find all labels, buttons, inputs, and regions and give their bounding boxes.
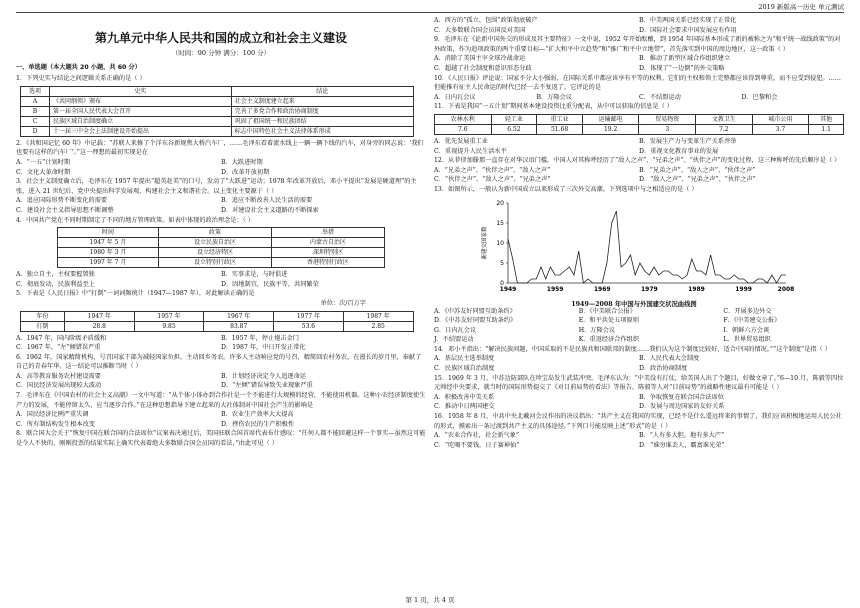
table-cell: 7.6	[435, 124, 492, 134]
table-cell: 标志中国特色社会主义法律体系形成	[231, 126, 413, 136]
table-cell: 《共同纲领》颁布	[50, 96, 232, 106]
table-cell: 设立特别行政区	[159, 258, 272, 268]
paper-subtitle: （时间：90 分钟 满分：100 分）	[171, 49, 271, 57]
option: A．《中苏友好同盟互助条约》	[434, 307, 516, 315]
option-group	[16, 334, 426, 353]
table-row	[58, 238, 385, 248]
table-header: 时间	[58, 228, 159, 238]
option: C．“吃喝不要钱，日子赛神仙”	[434, 441, 520, 449]
table-header: 农林水利	[435, 114, 492, 124]
table-header: 贸易物资	[639, 114, 696, 124]
option-group	[434, 431, 844, 450]
option-group	[434, 393, 844, 412]
option: D．巴黎和会	[741, 93, 778, 101]
option: B．1957 年，停止炮击金门	[221, 334, 299, 342]
option: A．高等教育服务农村建设需要	[16, 372, 101, 380]
option: D．《中苏友好同盟互助条约》	[434, 317, 517, 325]
option: A．“一五”计划时期	[16, 158, 71, 166]
option: D．对建设社会主义道路的不断探索	[221, 206, 319, 214]
table-header: 1957 年	[134, 311, 204, 321]
table-header: 1977 年	[274, 311, 344, 321]
question-stem: 1．下列史实与结论之间逻辑关系正确的是（ ）	[16, 75, 146, 83]
option-group	[434, 307, 844, 345]
option: D．“敌人之声”、“兄弟之声”、“伙伴之声”	[639, 176, 756, 184]
table-cell: 7.2	[696, 124, 753, 134]
option-group	[16, 410, 426, 429]
table-header: 1947 年	[64, 311, 134, 321]
y-tick-label: 15	[496, 219, 504, 227]
table-header: 运输邮电	[582, 114, 639, 124]
option: B．中美两国关系已经实现了正常化	[639, 17, 737, 24]
table-cell: 深圳特别区	[271, 248, 384, 258]
table-cell: 民族区域自治制度确立	[50, 116, 232, 126]
table-header: 史实	[50, 86, 232, 96]
question-stem: 7．毛泽东在《中国农村的社会主义高潮》一文中写道：“从个体小体办到合作社是一个不能进行大规模的经营，不能使用机器。这种小农经济制度使生产力的发展，不能停留太久，应当逐步合作。”在这种思想指导下建立起来的大社体制对中国社会产生的影响是	[16, 392, 426, 409]
table-row	[58, 258, 385, 268]
table-header: 文教卫生	[696, 114, 753, 124]
option: K．重返经济合作组织	[578, 336, 640, 344]
option: A．消除了美国主宰全球冷战命运	[434, 55, 526, 63]
option: C．开展多边外交	[723, 307, 772, 315]
table-cell: 打倒	[21, 321, 65, 331]
option: D．因地制宜，民族平等，共同繁荣	[221, 280, 319, 288]
x-tick-label: 1999	[735, 285, 752, 293]
question-stem: 10．《人民日报》评论说：国家不分大小强弱，在国际关系中都应该享有平等的权利。它们的主权和领土完整都应该得到尊重，而不应受到侵犯。……但能推有征主人民命运的时代已经一去不复返了。它评论的是	[434, 74, 841, 92]
option: J．不结盟运动	[434, 336, 474, 344]
option: A．积极改善中美关系	[434, 393, 495, 401]
x-tick-label: 1979	[641, 285, 658, 293]
line-chart	[474, 197, 794, 309]
table-cell: 第一届全国人民代表大会召开	[50, 106, 232, 116]
option-group	[434, 54, 844, 73]
table-cell: 香港特别行政区	[271, 258, 384, 268]
y-tick-label: 0	[500, 279, 504, 287]
option: C．大多数联合国会员国反对美国	[434, 26, 526, 34]
option: B．《中美联合公报》	[578, 307, 636, 315]
paper-title: 第九单元中华人民共和国的成立和社会主义建设	[94, 31, 347, 45]
section-heading: 一、单选题（本大题共 20 小题，共 60 分）	[16, 63, 141, 71]
table-header: 政策	[159, 228, 272, 238]
table-cell: 1980 年 3 月	[58, 248, 159, 258]
option: H．万隆会议	[578, 326, 616, 334]
series-line	[508, 211, 786, 283]
option-group	[16, 372, 426, 391]
table-cell: 3.7	[752, 124, 809, 134]
table-cell: 51.68	[537, 124, 583, 134]
right-column	[434, 16, 844, 450]
option: B．“兄弟之声”、“敌人之声”、“伙伴之声”	[639, 166, 756, 174]
option: B．推动了新型区域合作组织建立	[639, 55, 731, 63]
table-cell: 1.1	[809, 124, 844, 134]
option: B．发展生产力与变革生产关系并举	[639, 137, 737, 145]
option: C．1967 年，“左”倾错误严重	[16, 344, 101, 352]
left-column	[16, 16, 426, 449]
table-header: 年份	[21, 311, 65, 321]
option: C．重视提升人民生活水平	[434, 147, 507, 155]
table-header: 1967 年	[204, 311, 274, 321]
option: C．超越了社会制度和意识形态分歧	[434, 64, 532, 72]
option-group	[16, 196, 426, 215]
table-cell: 3	[639, 124, 696, 134]
option-group	[434, 354, 844, 373]
chart-title: 1949—2008 年中国与外国建交状况曲线图	[571, 301, 697, 309]
option: B．农业生产效率大大提高	[221, 411, 294, 419]
table-row	[21, 96, 414, 106]
option: A．1947 年，国内阶级矛盾缓和	[16, 334, 107, 342]
table-header: 选项	[21, 86, 50, 96]
option: C．所有制结构发生根本改变	[16, 420, 95, 428]
option-group	[434, 16, 844, 35]
table-cell: 1947 年 5 月	[58, 238, 159, 248]
option: A．独立自主，主权要握置独	[16, 271, 95, 279]
question-stem: 4．中国共产党在不同时期制定了不同的地方管理政策。如表中体现的政治理念是：（ ）	[16, 216, 254, 224]
option: B．实事求是，与时俱进	[221, 271, 288, 279]
table-cell: 2.85	[343, 321, 413, 331]
option: D．发展与周边国家的友好关系	[639, 403, 725, 411]
question-table	[20, 86, 414, 137]
option: B．“人有多大胆，地有多大产”	[639, 432, 725, 440]
question-table	[434, 114, 844, 135]
question-stem: 5．下表是《人民日报》中“打倒”一词词频统计（1947—1987 年），对此解读正确的是	[16, 290, 255, 298]
x-tick-label: 1959	[546, 285, 564, 293]
option: B．争取恢复在联合国合法席位	[639, 393, 724, 401]
option: C．民族区域自治制度	[434, 365, 495, 373]
question-stem: 9．毛泽东在《论新中国外交的形成及其主要特征》一文中说，1952 年开始酝酿，到 1954 年国际基本形成了新的被称之为“和平统一战线政策”的对外政策，作为追项政策的两个重要目标—“扩大和平中立趋势”和“推广和平中立地带”，首先落实到中国的周边地区，这一政策（ ）	[434, 36, 841, 53]
table-cell: 6.52	[491, 124, 537, 134]
option: C．不结盟运动	[639, 93, 681, 101]
x-tick-label: 2008	[777, 285, 794, 293]
header-rule	[16, 12, 844, 13]
option: D．“谁穷谁丢人，霸富谁光荣”	[639, 441, 725, 449]
option: C．彻底发动，民族利益至上	[16, 280, 95, 288]
option: A．“兄弟之声”、“伙伴之声”、“敌人之声”	[434, 166, 551, 174]
table-row	[21, 126, 414, 136]
option: A．追应国际形势不断变化的需要	[16, 197, 108, 205]
x-tick-label: 1969	[593, 285, 611, 293]
option: B．计划经济决定令人追逐命运	[221, 372, 306, 380]
option: C．文化大革命时期	[16, 168, 71, 176]
table-cell: 社会主义制度建立起来	[231, 96, 413, 106]
table-cell: 设立经济特区	[159, 248, 272, 258]
table-row	[21, 106, 414, 116]
question-stem: 11．下表是我国“一五计划”期间基本建设投资比重分配表，从中可以获取的信息是（ ）	[434, 103, 673, 111]
page-header	[0, 0, 860, 14]
table-cell: 1997 年 7 月	[58, 258, 159, 268]
table-cell: 设立民族自治区	[159, 238, 272, 248]
table-cell: 完善了多党合作和政治协商制度	[231, 106, 413, 116]
header-tag: 2019 新版高一历史 单元测试	[758, 3, 844, 11]
table-header: 结论	[231, 86, 413, 96]
table-cell: B	[21, 106, 50, 116]
table-unit: 单位：次/百万字	[320, 299, 366, 307]
table-header: 1987 年	[343, 311, 413, 321]
option: E．和平共处五项原则	[578, 317, 639, 325]
table-cell: A	[21, 96, 50, 106]
option: D．政治协商制度	[639, 365, 688, 373]
x-tick-label: 1989	[688, 285, 705, 293]
option: C．国民经济发展出现较大波动	[16, 382, 102, 390]
table-row	[58, 248, 385, 258]
question-stem: 13．如图所示，一般认为新中国成立以来形成了三次外交高潮。下列选项中与之相适应的是（ ）	[434, 185, 698, 193]
chart-svg	[474, 197, 794, 297]
option: A．西方的“孤立、包围”政策彻底破产	[434, 17, 538, 24]
option-group	[434, 166, 844, 185]
table-cell: 28.8	[64, 321, 134, 331]
option: D．国际社会要求中国发展应有作用	[639, 26, 737, 34]
question-stem: 16．1958 年 8 月，中共中央北戴河会议作出的决议指出：“共产主义在我国的实现，已经不是什么遥远将来的事情了，我们应该积极地运用人民公社的形式，摸索出一条过渡到共产主义的具体途径。”下列口号能反映上述“形式”的是（ ）	[434, 413, 842, 430]
table-row	[21, 321, 414, 331]
option: B．追应不断改善人民生活的需要	[221, 197, 313, 205]
option: I．朝鲜六方会谈	[723, 326, 770, 334]
question-stem: 6．1962 年，国家精简机构，号召国家干部为减轻国家负担，主动回乡务农。许多人主动响应党的号召，精简回农村务农，在漫长的岁月里，奉献了自己的青春年华。这一结论可以推断当时（ ）	[16, 353, 422, 371]
option: D．“左倾”错误导致失业现象严重	[221, 382, 313, 390]
table-cell: 53.6	[274, 321, 344, 331]
table-header: 重工业	[537, 114, 583, 124]
option: A．基层民主选举制度	[434, 355, 495, 363]
table-cell: 9.85	[134, 321, 204, 331]
y-tick-label: 20	[496, 199, 504, 207]
table-cell: C	[21, 116, 50, 126]
table-cell: 内蒙古自治区	[271, 238, 384, 248]
table-header: 举措	[271, 228, 384, 238]
option: A．优先发展重工业	[434, 137, 488, 145]
option: B．人民代表大会制度	[639, 355, 700, 363]
option: A．国民经济比例严重失调	[16, 411, 89, 419]
option: B．万隆会议	[536, 93, 572, 101]
option: D．体现了“一边倒”的外交策略	[639, 64, 725, 72]
question-stem: 12．从菲律加滕那一直存在对华汉语门槛，中国人对其称呼经历了“敌人之声”、“兄弟之声”、“伙伴之声”的变化过程，这三种称呼的先后顺序是（ ）	[434, 157, 841, 165]
question-stem: 14．邓小平指出：“解决民族问题，中国采取的不是民族共和国联邦的制度……我们认为这个制度比较好，适合中国的情况。”“这个制度”是指（ ）	[434, 345, 831, 353]
table-cell: D	[21, 126, 50, 136]
option: D．1987 年，中日开发正常化	[221, 344, 306, 352]
question-stem: 8．联合国大会关于“恢复中国在联合国的合法席位”议案表决通过后，美国驻联合国首席代表布什感叹：“任何人都不能回避这样一个事实—虽然这可能是令人不快的，刚刚投票的结果实际上确实代表着绝大多数联合国会员国的看法，”由此可见（ ）	[16, 430, 426, 448]
table-header: 轻工业	[491, 114, 537, 124]
option: C．“伙伴之声”、“敌人之声”、“兄弟之声”	[434, 176, 551, 184]
option: C．建设社会主义指导思想不断调整	[16, 206, 114, 214]
table-cell: 十一届三中全会上法制建设开始提出	[50, 126, 232, 136]
table-cell: 19.2	[582, 124, 639, 134]
table-cell: 83.87	[204, 321, 274, 331]
table-header: 其他	[809, 114, 844, 124]
table-row	[435, 124, 844, 134]
question-stem: 2．《共和国记忆 60 年》中记载：“苏联人来修了个洋东谷新规焦大桥汽车厂，……毛泽东看着流水线上一辆一辆下线的汽车，对身旁的同志说：‘我们也要有这样的汽车厂’。”这一理想的最初实现是在	[16, 139, 424, 157]
option-group	[434, 93, 844, 103]
page-footer: 第 1 页，共 4 页	[405, 596, 455, 604]
option: F．《中美建交公报》	[723, 317, 781, 325]
option-group	[16, 270, 426, 289]
table-header: 城市公用	[752, 114, 809, 124]
option: L．世界贸易组织	[723, 336, 771, 344]
option-group	[16, 158, 426, 177]
y-tick-label: 10	[496, 239, 504, 247]
option: D．改革开放初期	[221, 168, 270, 176]
table-cell: 巩固了祖国统一和民族团结	[231, 116, 413, 126]
option: A．“农业合作社，社会新气象”	[434, 432, 520, 440]
option: D．挫伤农民的生产积极性	[221, 420, 295, 428]
option: A．日内瓦会议	[434, 93, 476, 101]
y-tick-label: 5	[500, 259, 504, 267]
question-stem: 3．社会主义制度确立后，毛泽东在 1957 年提出“超英赶美”的口号，发动了“大跃进”运动；1978 年改革开放后，邓小平提出“发展是硬道理”的主张，进入 21 世纪后，党中央提出科学发展观，构建社会主义和谐社会。以上变化主要源于（ ）	[16, 178, 417, 195]
table-row	[21, 116, 414, 126]
x-tick-label: 1949	[499, 285, 517, 293]
y-axis-label: 新建交国家数	[482, 225, 488, 260]
question-stem: 15．1969 年 3 月，中苏边防部队在珍宝岛发生武装冲突。毛泽东认为：“中美没有打仗，给美国人出了个题目，好做文章了。”6—10 月，陈毅等四位元帅经中央要求，就当时的国际形势提交了《对目前局势的看法》等报告，陈毅等人对“目前局势”的战略性建议最有可能是（ ）	[434, 374, 844, 392]
option: D．重视文化教育事业的发展	[639, 147, 719, 155]
option-group	[434, 137, 844, 156]
question-table	[20, 311, 414, 332]
option: B．大跃进时期	[221, 158, 263, 166]
question-table	[57, 227, 385, 268]
option: G．日内瓦会议	[434, 326, 477, 334]
option: C．推动中日两国建交	[434, 403, 495, 411]
